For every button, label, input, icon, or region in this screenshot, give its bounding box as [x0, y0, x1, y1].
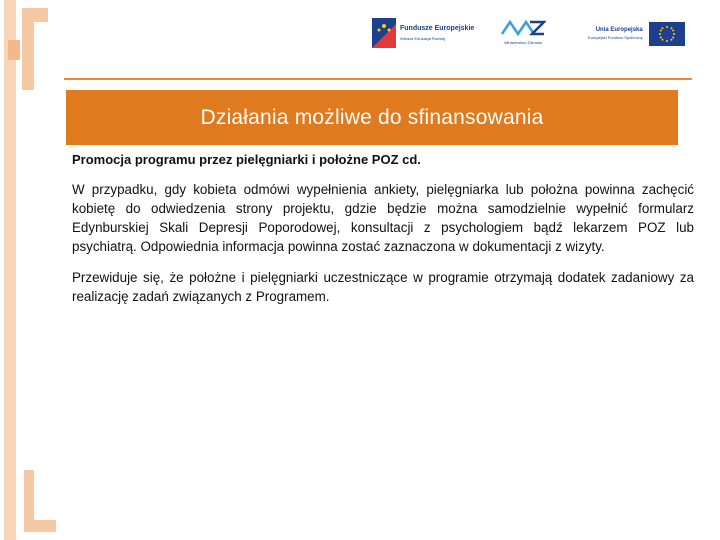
fe-star-icon [372, 18, 396, 48]
paragraph-2: Przewiduje się, że położne i pielęgniarki uczestniczące w programie otrzymają dodatek zadaniowy za realizację zadań związanych z Programem. [72, 270, 694, 304]
slide-content [72, 152, 694, 318]
decorative-frame-pattern [0, 0, 60, 540]
fe-subtitle: Wiedza Edukacja Rozwój [400, 35, 446, 41]
eu-flag-icon [649, 22, 685, 46]
slide-subtitle: Promocja programu przez pielęgniarki i położne POZ cd. [72, 152, 421, 167]
title-banner [66, 90, 678, 145]
sponsor-logos [360, 12, 710, 62]
ue-subtitle: Europejski Fundusz Społeczny [588, 35, 643, 40]
fundusze-europejskie-logo [372, 18, 474, 48]
paragraph-1: W przypadku, gdy kobieta odmówi wypełnienia ankiety, pielęgniarka lub położna powinna zachęcić kobietę do odwiedzenia strony projektu, gdzie będzie można samodzielnie wypełnić formularz Edynburskiej Skali Depresji Poporodowej, konsultacji z psychologiem bądź lekarzem POZ lub psychiatrą. Odpowiednia informacja powinna zostać zaznaczona w dokumentacji z wizyty. [72, 182, 694, 254]
fe-title: Fundusze Europejskie [400, 24, 475, 32]
mz-wave-icon [500, 18, 546, 38]
unia-europejska-logo [588, 22, 685, 46]
mz-caption: Ministerstwo Zdrowia [504, 40, 542, 45]
ministerstwo-zdrowia-logo [500, 18, 546, 45]
ue-title: Unia Europejska [595, 27, 643, 33]
slide-title: Działania możliwe do sfinansowania [200, 105, 544, 129]
header-divider [64, 78, 692, 80]
